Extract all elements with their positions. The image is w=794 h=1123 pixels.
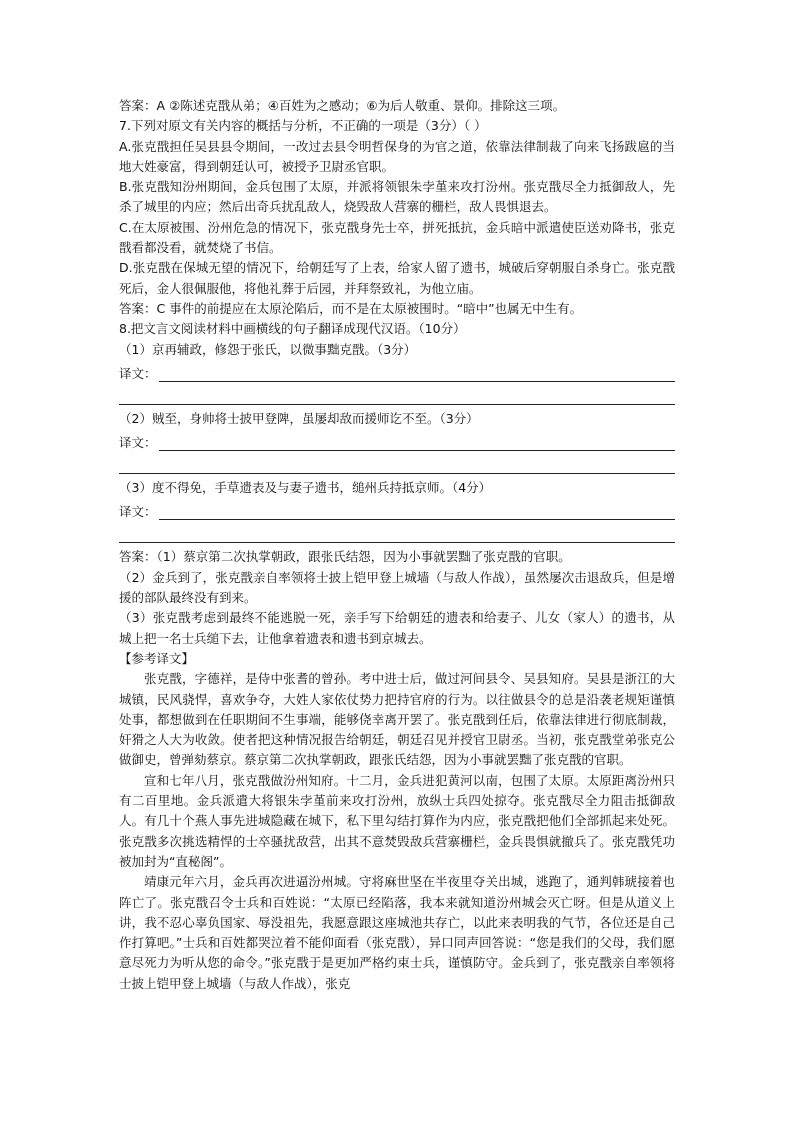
q8-answer-2: （2）金兵到了，张克戬亲自率领将士披上铠甲登上城墙（与敌人作战），虽然屡次击退敌兵，但是增援的部队最终没有到来。 bbox=[119, 569, 675, 606]
translation-field-3[interactable] bbox=[119, 498, 675, 520]
translation-blank[interactable] bbox=[159, 366, 675, 382]
translation-blank-extra[interactable] bbox=[119, 451, 675, 474]
q7-option-c: C.在太原被围、汾州危急的情况下，张克戬身先士卒，拼死抵抗，金兵暗中派遣使臣送劝降书，张克戬看都没看，就焚烧了书信。 bbox=[119, 219, 675, 256]
translation-blank-extra[interactable] bbox=[119, 382, 675, 405]
q8-answer-1: 答案：（1）蔡京第二次执掌朝政，跟张氏结怨，因为小事就罢黜了张克戬的官职。 bbox=[119, 549, 571, 565]
q7-answer: 答案：C 事件的前提应在太原沦陷后，而不是在太原被围时。“暗中”也属无中生有。 bbox=[119, 300, 583, 316]
q8-item-2: （2）贼至，身帅将士披甲登陴，虽屡却敌而援师讫不至。（3分） bbox=[119, 410, 479, 426]
reference-heading: 【参考译文】 bbox=[119, 650, 195, 666]
translation-blank[interactable] bbox=[159, 435, 675, 451]
translation-field-1[interactable] bbox=[119, 360, 675, 382]
q7-option-d: D.张克戬在保城无望的情况下，给朝廷写了上表，给家人留了遗书，城破后穿朝服自杀身亡。张克戬死后，金人很佩服他，将他礼葬于后园，并拜祭致礼，为他立庙。 bbox=[119, 260, 675, 296]
translate-label: 译文： bbox=[119, 504, 157, 520]
q8-item-3: （3）度不得免，手草遗表及与妻子遗书，缒州兵持抵京师。（4分） bbox=[119, 480, 492, 496]
q7-stem: 7.下列对原文有关内容的概括与分析，不正确的一项是（3分）（ ） bbox=[119, 118, 487, 134]
translation-blank[interactable] bbox=[159, 504, 675, 520]
reference-paragraph-2: 宣和七年八月，张克戬做汾州知府。十二月，金兵进犯黄河以南，包围了太原。太原距离汾州只有二百里地。金兵派遣大将银朱孛堇前来攻打汾州，放纵士兵四处掠夺。张克戬尽全力阻击抵御敌人。有几十个燕人事先进城隐藏在城下，私下里勾结打算作为内应，张克戬把他们全部抓起来处死。张克戬多次挑选精悍的士卒骚扰敌营，出其不意焚毁敌兵营寨栅栏，金兵畏惧就撤兵了。张克戬凭功被加封为“直秘阁”。 bbox=[119, 772, 675, 869]
translation-blank-extra[interactable] bbox=[119, 520, 675, 543]
document-page bbox=[119, 96, 675, 994]
q7-option-a: A.张克戬担任吴县县令期间，一改过去县令明哲保身的为官之道，依靠法律制裁了向来飞扬跋扈的当地大姓豪富，得到朝廷认可，被授予卫尉丞官职。 bbox=[119, 138, 675, 174]
translate-label: 译文： bbox=[119, 435, 157, 451]
reference-paragraph-3: 靖康元年六月，金兵再次进逼汾州城。守将麻世坚在半夜里夺关出城，逃跑了，通判韩琥接着也阵亡了。张克戬召令士兵和百姓说：“太原已经陷落，我本来就知道汾州城会灭亡呀。但是从道义上讲，我不忍心辜负国家、辱没祖先，我愿意跟这座城池共存亡，以此来表明我的气节，各位还是自己作打算吧。”士兵和百姓都哭泣着不能仰面看（张克戬），异口同声回答说：“您是我们的父母，我们愿意尽死力为听从您的命令。”张克戬于是更加严格约束士兵，谨慎防守。金兵到了，张克戬亲自率领将士披上铠甲登上城墙（与敌人作战），张克 bbox=[119, 874, 675, 991]
q6-answer: 答案：A ②陈述克戬从弟；④百姓为之感动；⑥为后人敬重、景仰。排除这三项。 bbox=[119, 98, 566, 113]
q7-option-b: B.张克戬知汾州期间，金兵包围了太原，并派将领银朱孛堇来攻打汾州。张克戬尽全力抵御敌人，先杀了城里的内应；然后出奇兵扰乱敌人，烧毁敌人营寨的栅栏，敌人畏惧退去。 bbox=[119, 179, 675, 215]
translate-label: 译文： bbox=[119, 365, 157, 381]
q8-answer-3: （3）张克戬考虑到最终不能逃脱一死，亲手写下给朝廷的遗表和给妻子、儿女（家人）的遗书，从城上把一名士兵缒下去，让他拿着遗表和遗书到京城去。 bbox=[119, 610, 675, 646]
translation-field-2[interactable] bbox=[119, 429, 675, 451]
q8-item-1: （1）京再辅政，修怨于张氏，以微事黜克戬。（3分） bbox=[119, 341, 417, 357]
reference-paragraph-1: 张克戬，字德祥，是侍中张耆的曾孙。考中进士后，做过河间县令、吴县知府。吴县是浙江的大城镇，民风骁悍，喜欢争夺，大姓人家依仗势力把持官府的行为。以往做县令的总是沿袭老规矩谨慎处事，都想做到在任职期间不生事端，能够侥幸离开罢了。张克戬到任后，依靠法律进行彻底制裁，奸猾之人大为收敛。使者把这种情况报告给朝廷，朝廷召见并授官卫尉丞。当初，张克戬堂弟张克公做御史，曾弹劾蔡京。蔡京第二次执掌朝政，跟张氏结怨，因为小事就罢黜了张克戬的官职。 bbox=[119, 671, 675, 768]
q8-stem: 8.把文言文阅读材料中画横线的句子翻译成现代汉语。（10分） bbox=[119, 321, 466, 337]
